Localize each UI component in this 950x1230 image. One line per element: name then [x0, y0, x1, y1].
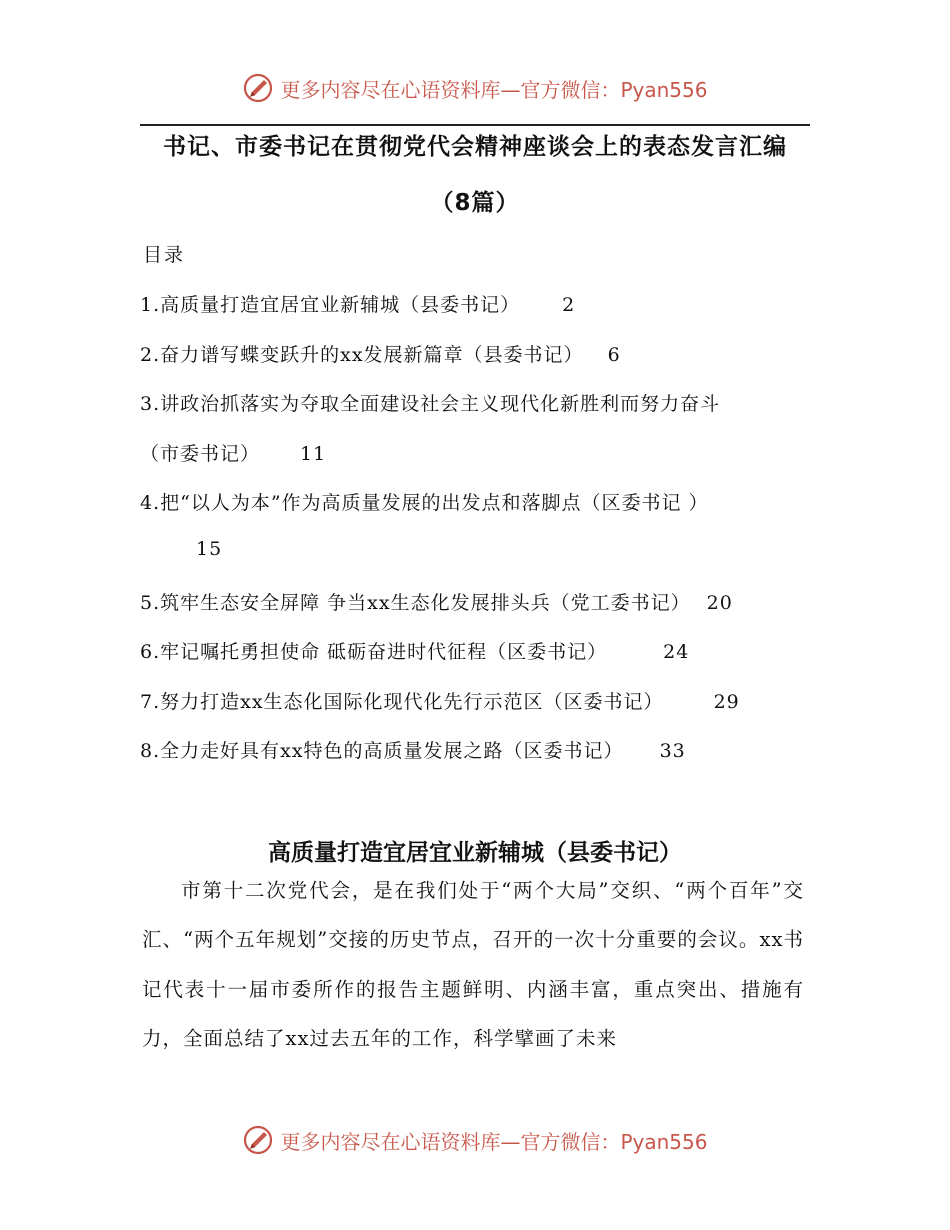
toc-item-page: 33	[659, 740, 686, 762]
toc-item-page: 29	[713, 691, 740, 713]
toc-item-title: 5.筑牢生态安全屏障 争当xx生态化发展排头兵（党工委书记）	[140, 592, 691, 614]
header-rule	[140, 124, 810, 126]
toc-item-title: 3.讲政治抓落实为夺取全面建设社会主义现代化新胜利而努力奋斗	[140, 393, 721, 415]
toc-item[interactable]	[140, 290, 575, 317]
toc-item-title: 7.努力打造xx生态化国际化现代化先行示范区（区委书记）	[140, 691, 664, 713]
toc-item-title: 4.把“以人为本”作为高质量发展的出发点和落脚点（区委书记 ）	[140, 492, 709, 514]
brand-logo-icon	[242, 1124, 274, 1156]
toc-item[interactable]	[140, 588, 733, 615]
toc-item[interactable]	[140, 389, 720, 416]
header-watermark	[0, 72, 950, 109]
section-heading: 高质量打造宜居宜业新辅城（县委书记）	[268, 840, 682, 866]
body-paragraph: 市第十二次党代会，是在我们处于“两个大局”交织、“两个百年”交汇、“两个五年规划”交接的历史节点，召开的一次十分重要的会议。xx书记代表十一届市委所作的报告主题鲜明、内涵丰富，重点突出、措施有力，全面总结了xx过去五年的工作，科学擘画了未来	[142, 879, 804, 1051]
document-subtitle: （8篇）	[430, 190, 520, 216]
toc-item[interactable]	[140, 687, 740, 714]
toc-item-continuation[interactable]	[140, 439, 326, 466]
toc-item-title: 6.牢记嘱托勇担使命 砥砺奋进时代征程（区委书记）	[140, 641, 608, 663]
footer-watermark	[0, 1124, 950, 1161]
toc-item[interactable]	[140, 340, 621, 367]
toc-item-page-line[interactable]	[196, 538, 222, 560]
toc-item[interactable]	[140, 637, 689, 664]
toc-item[interactable]	[140, 488, 709, 515]
toc-item-page: 11	[300, 443, 327, 465]
brand-logo-icon	[242, 72, 274, 104]
toc-item-title: 1.高质量打造宜居宜业新辅城（县委书记）	[140, 294, 521, 316]
toc-heading: 目录	[143, 244, 186, 266]
toc-item-page: 2	[562, 294, 576, 316]
toc-item-title: 8.全力走好具有xx特色的高质量发展之路（区委书记）	[140, 740, 624, 762]
document-title: 书记、市委书记在贯彻党代会精神座谈会上的表态发言汇编	[163, 134, 787, 160]
toc-item-title-continued: （市委书记）	[140, 443, 261, 465]
watermark-text: 更多内容尽在心语资料库—官方微信：Pyan556	[280, 77, 708, 102]
toc-item[interactable]	[140, 736, 686, 763]
toc-item-page: 6	[607, 344, 621, 366]
watermark-text: 更多内容尽在心语资料库—官方微信：Pyan556	[280, 1129, 708, 1154]
toc-item-title: 2.奋力谱写蝶变跃升的xx发展新篇章（县委书记）	[140, 344, 584, 366]
toc-item-page: 24	[663, 641, 690, 663]
toc-item-page: 15	[196, 538, 223, 560]
toc-item-page: 20	[706, 592, 733, 614]
